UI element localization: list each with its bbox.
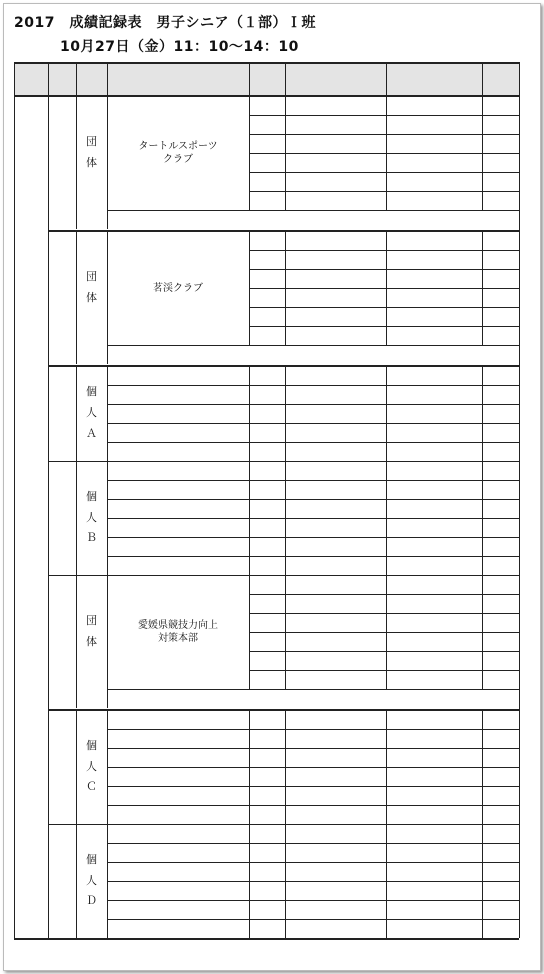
team-name-line: 茗渓クラブ xyxy=(153,282,203,294)
group-category xyxy=(76,366,107,461)
bib xyxy=(249,786,285,805)
furigana xyxy=(386,153,482,172)
player-name xyxy=(285,404,386,423)
player-name xyxy=(285,134,386,153)
category-char: 団 xyxy=(86,135,97,149)
player-name xyxy=(285,594,386,613)
team-name xyxy=(107,710,249,729)
category-char: 個 xyxy=(86,489,97,503)
player-name xyxy=(285,385,386,404)
team-name xyxy=(107,385,249,404)
furigana xyxy=(386,594,482,613)
header-player-name xyxy=(285,62,386,95)
player-name xyxy=(285,499,386,518)
furigana xyxy=(386,537,482,556)
header-age xyxy=(482,62,519,95)
age xyxy=(482,153,519,172)
header-team-name xyxy=(107,62,249,95)
player-name xyxy=(285,269,386,288)
bib xyxy=(249,518,285,537)
age xyxy=(482,881,519,900)
team-name xyxy=(107,499,249,518)
player-name xyxy=(285,172,386,191)
furigana xyxy=(386,843,482,862)
bib xyxy=(249,231,285,250)
player-name xyxy=(285,767,386,786)
age xyxy=(482,404,519,423)
age xyxy=(482,729,519,748)
furigana xyxy=(386,805,482,824)
table-right-border xyxy=(519,62,520,938)
furigana xyxy=(386,288,482,307)
bib xyxy=(249,594,285,613)
age xyxy=(482,307,519,326)
furigana xyxy=(386,651,482,670)
furigana xyxy=(386,556,482,575)
age xyxy=(482,96,519,115)
age xyxy=(482,824,519,843)
furigana xyxy=(386,767,482,786)
furigana xyxy=(386,172,482,191)
team-name xyxy=(107,556,249,575)
furigana xyxy=(386,404,482,423)
category-char: 人 xyxy=(86,510,97,524)
age xyxy=(482,269,519,288)
age xyxy=(482,423,519,442)
age xyxy=(482,862,519,881)
player-name xyxy=(285,900,386,919)
furigana xyxy=(386,900,482,919)
furigana xyxy=(386,748,482,767)
bib xyxy=(249,288,285,307)
age xyxy=(482,651,519,670)
header-han xyxy=(14,62,48,95)
team-name xyxy=(107,843,249,862)
furigana xyxy=(386,385,482,404)
group-category xyxy=(76,575,107,689)
category-char: 体 xyxy=(86,635,97,648)
team-name xyxy=(107,862,249,881)
age xyxy=(482,518,519,537)
age xyxy=(482,556,519,575)
bib xyxy=(249,172,285,191)
player-name xyxy=(285,613,386,632)
bib xyxy=(249,556,285,575)
age xyxy=(482,480,519,499)
bib xyxy=(249,442,285,461)
player-name xyxy=(285,518,386,537)
furigana xyxy=(386,442,482,461)
team-name xyxy=(107,231,249,345)
furigana xyxy=(386,461,482,480)
header-bib xyxy=(249,62,285,95)
bib xyxy=(249,805,285,824)
header-kumi xyxy=(48,62,76,95)
group-number xyxy=(48,575,76,689)
team-name-line: タートルスポーツ xyxy=(138,141,218,152)
bib xyxy=(249,710,285,729)
group-number xyxy=(48,96,76,210)
furigana xyxy=(386,786,482,805)
team-name xyxy=(107,96,249,210)
group-category xyxy=(76,824,107,938)
bib xyxy=(249,96,285,115)
group-category xyxy=(76,96,107,210)
furigana xyxy=(386,250,482,269)
group-category xyxy=(76,710,107,824)
furigana xyxy=(386,423,482,442)
age xyxy=(482,366,519,385)
bib xyxy=(249,480,285,499)
team-name xyxy=(107,900,249,919)
team-name xyxy=(107,805,249,824)
age xyxy=(482,575,519,594)
bib xyxy=(249,499,285,518)
page-title: 2017 成績記録表 男子シニア（１部）Ｉ班 xyxy=(14,15,316,31)
bib xyxy=(249,153,285,172)
bib xyxy=(249,269,285,288)
category-char: 人 xyxy=(86,873,97,887)
player-name xyxy=(285,670,386,689)
furigana xyxy=(386,613,482,632)
bib xyxy=(249,632,285,651)
player-name xyxy=(285,651,386,670)
age xyxy=(482,767,519,786)
age xyxy=(482,919,519,938)
furigana xyxy=(386,191,482,210)
header-kubun xyxy=(76,62,107,95)
furigana xyxy=(386,269,482,288)
age xyxy=(482,900,519,919)
age xyxy=(482,442,519,461)
team-name xyxy=(107,881,249,900)
category-char: 団 xyxy=(86,270,97,284)
bib xyxy=(249,134,285,153)
bib xyxy=(249,191,285,210)
player-name xyxy=(285,250,386,269)
furigana xyxy=(386,366,482,385)
han-label xyxy=(14,95,48,938)
team-name xyxy=(107,824,249,843)
category-char: 体 xyxy=(86,156,97,169)
category-char: Ｂ xyxy=(86,531,97,545)
bib xyxy=(249,651,285,670)
furigana xyxy=(386,134,482,153)
team-name-line: 愛媛県競技力向上 xyxy=(138,620,218,631)
team-total-label xyxy=(107,210,519,229)
category-char: 個 xyxy=(86,852,97,866)
player-name xyxy=(285,805,386,824)
player-name xyxy=(285,710,386,729)
team-name xyxy=(107,919,249,938)
player-name xyxy=(285,288,386,307)
bib xyxy=(249,824,285,843)
player-name xyxy=(285,153,386,172)
furigana xyxy=(386,96,482,115)
player-name xyxy=(285,423,386,442)
age xyxy=(482,134,519,153)
team-name xyxy=(107,748,249,767)
player-name xyxy=(285,96,386,115)
player-name xyxy=(285,632,386,651)
category-char: 体 xyxy=(86,291,97,304)
team-name xyxy=(107,404,249,423)
age xyxy=(482,632,519,651)
age xyxy=(482,461,519,480)
age xyxy=(482,115,519,134)
bib xyxy=(249,670,285,689)
furigana xyxy=(386,632,482,651)
team-name xyxy=(107,575,249,689)
age xyxy=(482,613,519,632)
age xyxy=(482,786,519,805)
event-date: 10月27日（金）11：10〜14：10 xyxy=(60,39,299,55)
group-number xyxy=(48,231,76,345)
category-char: 個 xyxy=(86,385,97,399)
furigana xyxy=(386,710,482,729)
team-name-line: クラブ xyxy=(163,154,193,165)
furigana xyxy=(386,115,482,134)
furigana xyxy=(386,518,482,537)
bib xyxy=(249,613,285,632)
table-bottom-border xyxy=(14,938,519,940)
furigana xyxy=(386,881,482,900)
bib xyxy=(249,575,285,594)
age xyxy=(482,843,519,862)
player-name xyxy=(285,115,386,134)
team-name xyxy=(107,518,249,537)
age xyxy=(482,385,519,404)
player-name xyxy=(285,442,386,461)
player-name xyxy=(285,231,386,250)
group-number xyxy=(48,461,76,575)
bib xyxy=(249,461,285,480)
bib xyxy=(249,423,285,442)
category-char: 人 xyxy=(86,406,97,420)
bib xyxy=(249,404,285,423)
bib xyxy=(249,767,285,786)
furigana xyxy=(386,231,482,250)
category-char: Ｃ xyxy=(86,780,97,794)
team-name xyxy=(107,537,249,556)
age xyxy=(482,191,519,210)
age xyxy=(482,594,519,613)
player-name xyxy=(285,748,386,767)
player-name xyxy=(285,881,386,900)
bib xyxy=(249,366,285,385)
furigana xyxy=(386,919,482,938)
furigana xyxy=(386,499,482,518)
furigana xyxy=(386,824,482,843)
team-name xyxy=(107,423,249,442)
category-char: 人 xyxy=(86,759,97,773)
group-number xyxy=(48,824,76,938)
player-name xyxy=(285,824,386,843)
team-name xyxy=(107,480,249,499)
category-char: 個 xyxy=(86,738,97,752)
bib xyxy=(249,843,285,862)
team-name xyxy=(107,366,249,385)
furigana xyxy=(386,575,482,594)
team-name xyxy=(107,786,249,805)
furigana xyxy=(386,670,482,689)
team-total-label xyxy=(107,689,519,708)
age xyxy=(482,537,519,556)
bib xyxy=(249,919,285,938)
player-name xyxy=(285,575,386,594)
team-name xyxy=(107,442,249,461)
furigana xyxy=(386,307,482,326)
age xyxy=(482,288,519,307)
age xyxy=(482,231,519,250)
age xyxy=(482,805,519,824)
age xyxy=(482,250,519,269)
furigana xyxy=(386,729,482,748)
player-name xyxy=(285,191,386,210)
bib xyxy=(249,748,285,767)
bib xyxy=(249,250,285,269)
age xyxy=(482,670,519,689)
bib xyxy=(249,307,285,326)
bib xyxy=(249,729,285,748)
furigana xyxy=(386,480,482,499)
team-name xyxy=(107,729,249,748)
bib xyxy=(249,900,285,919)
player-name xyxy=(285,537,386,556)
player-name xyxy=(285,919,386,938)
player-name xyxy=(285,556,386,575)
furigana xyxy=(386,326,482,345)
furigana xyxy=(386,862,482,881)
group-category xyxy=(76,231,107,345)
age xyxy=(482,326,519,345)
player-name xyxy=(285,862,386,881)
player-name xyxy=(285,461,386,480)
bib xyxy=(249,385,285,404)
player-name xyxy=(285,843,386,862)
bib xyxy=(249,326,285,345)
category-char: Ｄ xyxy=(86,894,97,908)
group-number xyxy=(48,710,76,824)
bib xyxy=(249,862,285,881)
team-name xyxy=(107,767,249,786)
category-char: Ａ xyxy=(86,426,97,440)
player-name xyxy=(285,480,386,499)
age xyxy=(482,748,519,767)
group-category xyxy=(76,461,107,575)
team-name-line: 対策本部 xyxy=(158,633,198,644)
player-name xyxy=(285,729,386,748)
bib xyxy=(249,115,285,134)
age xyxy=(482,172,519,191)
team-total-label xyxy=(107,345,519,364)
category-char: 団 xyxy=(86,614,97,628)
team-name xyxy=(107,461,249,480)
age xyxy=(482,710,519,729)
player-name xyxy=(285,366,386,385)
bib xyxy=(249,537,285,556)
player-name xyxy=(285,307,386,326)
player-name xyxy=(285,326,386,345)
group-number xyxy=(48,366,76,461)
bib xyxy=(249,881,285,900)
age xyxy=(482,499,519,518)
header-furigana xyxy=(386,62,482,95)
player-name xyxy=(285,786,386,805)
